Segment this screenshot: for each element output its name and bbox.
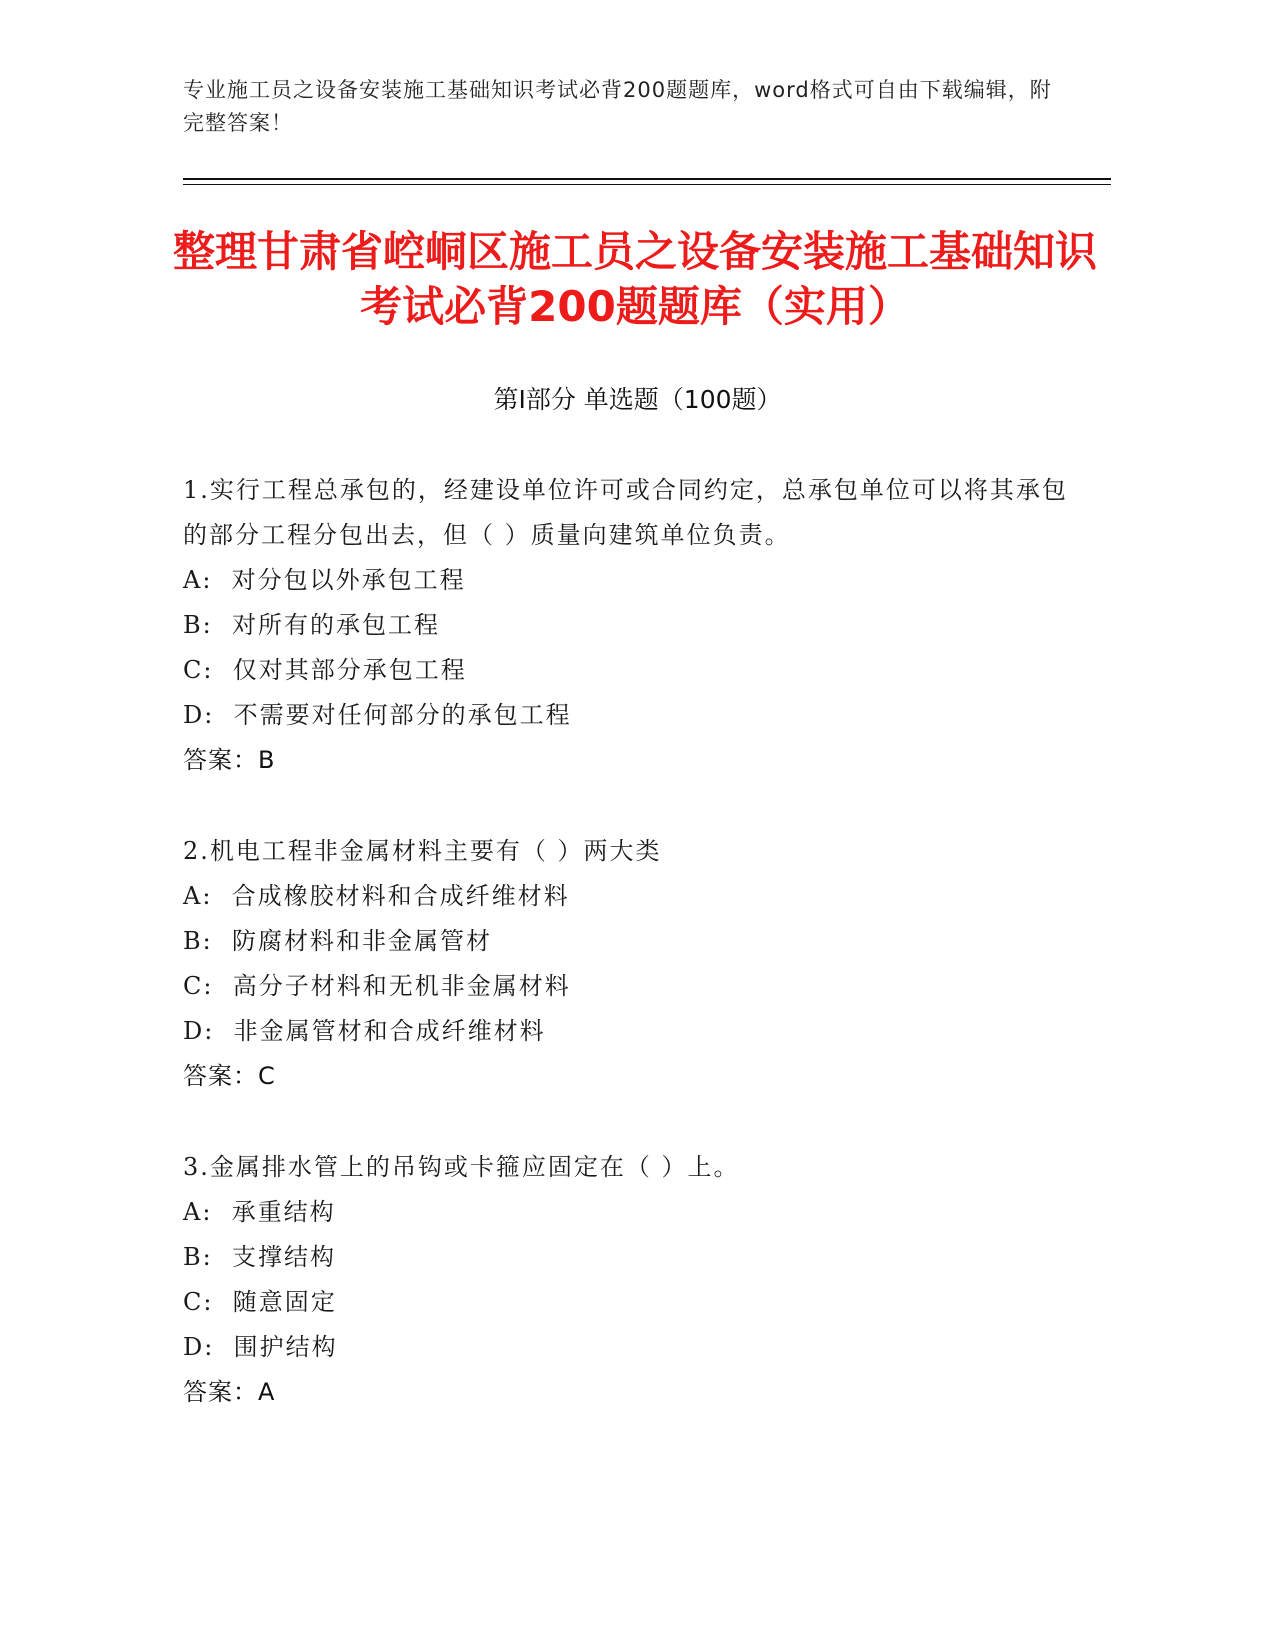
option-d: D: 围护结构 [183,1333,338,1361]
option-a: A: 合成橡胶材料和合成纤维材料 [183,882,570,910]
option-d: D: 不需要对任何部分的承包工程 [183,701,572,729]
option-c: C: 高分子材料和无机非金属材料 [183,972,571,1000]
question-stem: 1.实行工程总承包的，经建设单位许可或合同约定，总承包单位可以将其承包的部分工程分包出去，但（ ）质量向建筑单位负责。 [183,476,1068,549]
option-d: D: 非金属管材和合成纤维材料 [183,1017,546,1045]
option-a: A: 承重结构 [183,1198,336,1226]
header-note: 专业施工员之设备安装施工基础知识考试必背200题题库，word格式可自由下载编辑，附完整答案！ [183,78,1052,135]
question-1 [183,468,1083,783]
question-list [183,468,1083,1461]
option-a: A: 对分包以外承包工程 [183,566,466,594]
option-b: B: 支撑结构 [183,1243,336,1271]
question-3 [183,1145,1083,1415]
header-rule-thick [183,178,1111,180]
question-stem: 2.机电工程非金属材料主要有（ ）两大类 [183,837,662,865]
answer: 答案：B [183,746,276,774]
header-rule-thin [183,184,1111,185]
section-heading: 第Ⅰ部分 单选题（100题） [493,385,782,414]
answer: 答案：C [183,1062,276,1090]
document-title: 整理甘肃省崆峒区施工员之设备安装施工基础知识考试必背200题题库（实用） [172,227,1097,331]
question-2 [183,829,1083,1099]
question-stem: 3.金属排水管上的吊钩或卡箍应固定在（ ）上。 [183,1153,740,1181]
option-c: C: 仅对其部分承包工程 [183,656,467,684]
option-b: B: 防腐材料和非金属管材 [183,927,492,955]
option-c: C: 随意固定 [183,1288,337,1316]
option-b: B: 对所有的承包工程 [183,611,440,639]
answer: 答案：A [183,1378,276,1406]
